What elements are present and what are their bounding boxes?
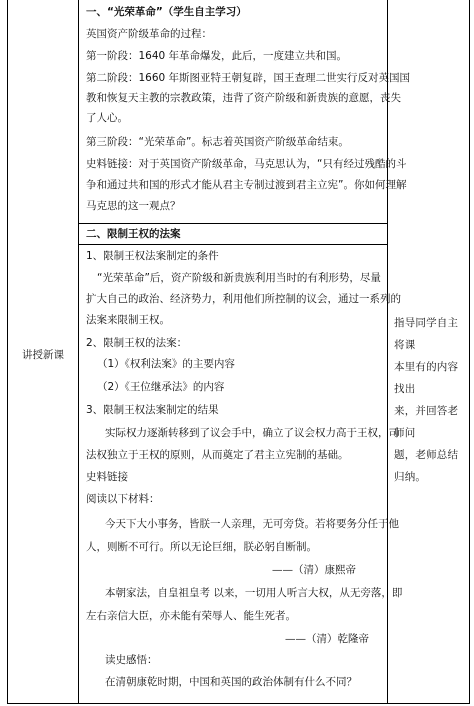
source-quote-line: 本朝家法，自皇祖皇考 以来，一切用人听言大权，从无旁落，即 — [105, 587, 403, 599]
text-line: 教和恢复天主教的宗教政策，违背了资产阶级和新贵族的意愿，丧失 — [86, 92, 401, 104]
text-line: 实际权力逐渐转移到了议会手中，确立了议会权力高于王权，司 — [105, 427, 399, 439]
text-line: 3、限制王权法案制定的结果 — [86, 404, 219, 416]
teacher-guidance-note — [394, 312, 466, 488]
text-line: 争和通过共和国的形式才能从君主专制过渡到君主立宪”。你如何理解 — [86, 179, 407, 191]
text-line: 了人心。 — [86, 112, 128, 124]
source-quote-line: 今天下大小事务，皆朕一人亲理，无可旁贷。若将要务分任于他 — [105, 518, 399, 530]
note-line: 本里有的内容找出 — [394, 361, 459, 395]
note-line: 题，老师总结归纳。 — [394, 449, 459, 483]
source-attribution: ——（清）康熙帝 — [272, 564, 356, 576]
lesson-table — [7, 0, 470, 704]
text-line: “光荣革命”后，资产阶级和新贵族利用当时的有利形势，尽量 — [97, 272, 381, 284]
section-heading: 一、“光荣革命”（学生自主学习） — [86, 6, 247, 18]
text-line: 第二阶段：1660 年斯图亚特王朝复辟，国王查理二世实行反对英国国 — [86, 72, 411, 84]
text-line: （2）《王位继承法》的内容 — [97, 381, 225, 393]
source-attribution: ——（清）乾隆帝 — [285, 633, 369, 645]
note-line: 来，并回答老师问 — [394, 405, 459, 439]
text-line: 2、限制王权的法案： — [86, 337, 188, 349]
text-line: 英国资产阶级革命的过程： — [86, 28, 212, 40]
text-line: （1）《权利法案》的主要内容 — [97, 358, 235, 370]
text-line: 法案来限制王权。 — [86, 314, 170, 326]
guidance-column — [388, 0, 470, 703]
text-line: 1、限制王权法案制定的条件 — [86, 250, 219, 262]
text-line: 史料链接 — [86, 471, 128, 483]
stage-label: 讲授新课 — [22, 349, 64, 361]
source-quote-line: 左右亲信大臣，亦未能有荣辱人、能生死者。 — [86, 610, 296, 622]
note-line: 指导同学自主将课 — [394, 317, 459, 351]
text-line: 在清朝康乾时期，中国和英国的政治体制有什么不同？ — [105, 676, 357, 688]
section-heading: 二、限制王权的法案 — [86, 228, 181, 240]
text-line: 史料链接：对于英国资产阶级革命，马克思认为，“只有经过残酷的斗 — [86, 158, 407, 170]
text-line: 第三阶段：“光荣革命”。标志着英国资产阶级革命结束。 — [86, 136, 349, 148]
text-line: 法权独立于王权的原则，从而奠定了君主立宪制的基础。 — [86, 449, 349, 461]
text-line: 读史感悟： — [105, 654, 158, 666]
stage-column — [8, 0, 78, 703]
text-line: 阅读以下材料： — [86, 493, 160, 505]
content-column — [79, 0, 411, 703]
source-quote-line: 人，则断不可行。所以无论巨细，朕必躬自断制。 — [86, 541, 317, 553]
text-line: 扩大自己的政治、经济势力，利用他们所控制的议会，通过一系列的 — [86, 293, 401, 305]
text-line: 马克思的这一观点？ — [86, 200, 181, 212]
text-line: 第一阶段：1640 年革命爆发，此后，一度建立共和国。 — [86, 50, 348, 62]
